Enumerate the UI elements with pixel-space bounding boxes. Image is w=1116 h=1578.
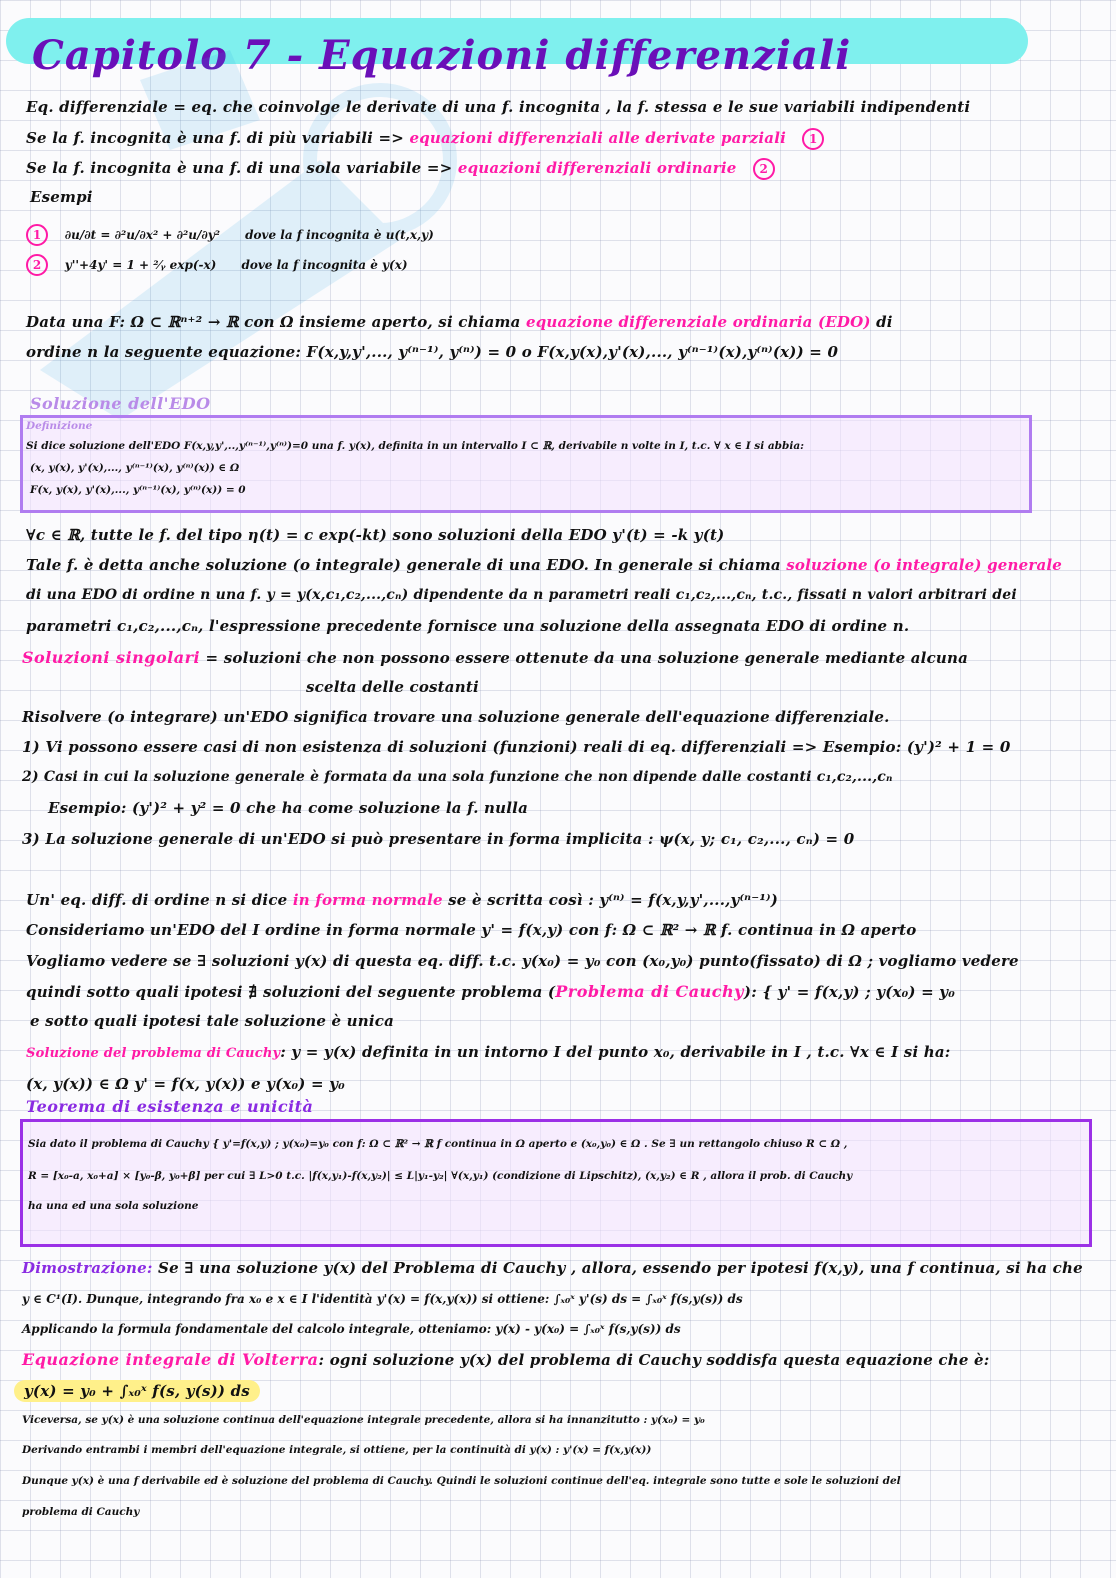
generale-line-2: Tale f. è detta anche soluzione (o integrale) generale di una EDO. In generale si chiama soluzione (o integrale) generale <box>26 556 1063 574</box>
circle-number-1: 1 <box>802 128 824 150</box>
definition-line-1: Si dice soluzione dell'EDO F(x,y,y',..,y⁽ⁿ⁻¹⁾,y⁽ⁿ⁾)=0 una f. y(x), definita in un intervallo I ⊂ ℝ, derivabile n volte in I, t.c. ∀ x ∈ I si abbia: <box>26 440 805 452</box>
intro-line-3: Se la f. incognita è una f. di una sola variabile => equazioni differenziali ordinarie 2 <box>26 158 775 180</box>
volterra-equation: y(x) = y₀ + ∫ₓ₀ˣ f(s, y(s)) ds <box>14 1380 260 1402</box>
normale-line-4: quindi sotto quali ipotesi ∄ soluzioni del seguente problema (Problema di Cauchy): { y' = f(x,y) ; y(x₀) = y₀ <box>26 982 955 1001</box>
volterra-line: Equazione integrale di Volterra: ogni soluzione y(x) del problema di Cauchy soddisfa questa equazione che è: <box>22 1350 990 1369</box>
normale-line-3: Vogliamo vedere se ∃ soluzioni y(x) di questa eq. diff. t.c. y(x₀) = y₀ con (x₀,y₀) punto(fissato) di Ω ; vogliamo vedere <box>26 952 1019 970</box>
theorem-line-2: R = [x₀-a, x₀+a] × [y₀-β, y₀+β] per cui ∃ L>0 t.c. |f(x,y₁)-f(x,y₂)| ≤ L|y₁-y₂| ∀(x,y₁) (condizione di Lipschitz), (x,y₂) ∈ R , allora il prob. di Cauchy <box>28 1170 853 1182</box>
title-banner <box>6 18 1028 79</box>
soluzione-cauchy-conditions: (x, y(x)) ∈ Ω y' = f(x, y(x)) e y(x₀) = y₀ <box>26 1075 345 1093</box>
page-title: Capitolo 7 - Equazioni differenziali <box>32 32 852 79</box>
soluzione-cauchy-line: Soluzione del problema di Cauchy: y = y(x) definita in un intorno I del punto x₀, derivabile in I , t.c. ∀x ∈ I si ha: <box>26 1043 951 1061</box>
normale-line-2: Consideriamo un'EDO del I ordine in forma normale y' = f(x,y) con f: Ω ⊂ ℝ² → ℝ f. continua in Ω aperto <box>26 921 917 939</box>
risolvere-line-1: Risolvere (o integrare) un'EDO significa trovare una soluzione generale dell'equazione differenziale. <box>22 708 890 726</box>
intro-line-1: Eq. differenziale = eq. che coinvolge le derivate di una f. incognita , la f. stessa e le sue variabili indipendenti <box>26 98 971 116</box>
generale-line-4: parametri c₁,c₂,...,cₙ, l'espressione precedente fornisce una soluzione della assegnata EDO di ordine n. <box>26 617 910 635</box>
theorem-line-1: Sia dato il problema di Cauchy { y'=f(x,y) ; y(x₀)=y₀ con f: Ω ⊂ ℝ² → ℝ f continua in Ω aperto e (x₀,y₀) ∈ Ω . Se ∃ un rettangolo chiuso R ⊂ Ω , <box>28 1138 848 1150</box>
generale-line-3: di una EDO di ordine n una f. y = y(x,c₁,c₂,...,cₙ) dipendente da n parametri reali c₁,c₂,...,cₙ, t.c., fissati n valori arbitrari dei <box>26 587 1017 603</box>
example-1: 1 ∂u/∂t = ∂²u/∂x² + ∂²u/∂y² dove la f incognita è u(t,x,y) <box>26 224 434 246</box>
risolvere-point-2b: Esempio: (y')² + y² = 0 che ha come soluzione la f. nulla <box>48 799 528 817</box>
intro-line-2: Se la f. incognita è una f. di più variabili => equazioni differenziali alle derivate parziali 1 <box>26 128 824 150</box>
risolvere-point-1: 1) Vi possono essere casi di non esistenza di soluzioni (funzioni) reali di eq. differenziali => Esempio: (y')² + 1 = 0 <box>22 738 1011 756</box>
normale-line-1: Un' eq. diff. di ordine n si dice in forma normale se è scritta così : y⁽ⁿ⁾ = f(x,y,y',...,y⁽ⁿ⁻¹⁾) <box>26 891 779 909</box>
risolvere-point-2: 2) Casi in cui la soluzione generale è formata da una sola funzione che non dipende dalle costanti c₁,c₂,...,cₙ <box>22 769 893 785</box>
risolvere-point-3: 3) La soluzione generale di un'EDO si può presentare in forma implicita : ψ(x, y; c₁, c₂,..., cₙ) = 0 <box>22 830 855 848</box>
theorem-line-3: ha una ed una sola soluzione <box>28 1200 199 1212</box>
dimostrazione-line-2: y ∈ C¹(I). Dunque, integrando fra x₀ e x ∈ I l'identità y'(x) = f(x,y(x)) si ottiene: ∫ₓ₀ˣ y'(s) ds = ∫ₓ₀ˣ f(s,y(s)) ds <box>22 1292 743 1306</box>
dimostrazione-line-4: Viceversa, se y(x) è una soluzione continua dell'equazione integrale precedente, allora si ha innanzitutto : y(x₀) = y₀ <box>22 1414 705 1426</box>
edo-def-line-1: Data una F: Ω ⊂ ℝⁿ⁺² → ℝ con Ω insieme aperto, si chiama equazione differenziale ordinaria (EDO) di <box>26 313 893 331</box>
dimostrazione-line-7: problema di Cauchy <box>22 1506 140 1518</box>
circle-number-2: 2 <box>753 158 775 180</box>
dimostrazione-line-3: Applicando la formula fondamentale del calcolo integrale, otteniamo: y(x) - y(x₀) = ∫ₓ₀ˣ f(s,y(s)) ds <box>22 1322 681 1336</box>
normale-line-5: e sotto quali ipotesi tale soluzione è unica <box>30 1012 395 1030</box>
edo-def-line-2: ordine n la seguente equazione: F(x,y,y',..., y⁽ⁿ⁻¹⁾, y⁽ⁿ⁾) = 0 o F(x,y(x),y'(x),..., y⁽ⁿ⁻¹⁾(x),y⁽ⁿ⁾(x)) = 0 <box>26 343 839 361</box>
esempi-label: Esempi <box>30 188 93 206</box>
dimostrazione-line-1: Dimostrazione: Se ∃ una soluzione y(x) del Problema di Cauchy , allora, essendo per ipotesi f(x,y), una f continua, si ha che <box>22 1259 1083 1277</box>
dimostrazione-line-6: Dunque y(x) è una f derivabile ed è soluzione del problema di Cauchy. Quindi le soluzioni continue dell'eq. integrale sono tutte e sole le soluzioni del <box>22 1475 901 1487</box>
example-2: 2 y''+4y' = 1 + ²⁄ᵧ exp(-x) dove la f incognita è y(x) <box>26 254 408 276</box>
definition-label: Definizione <box>26 420 93 432</box>
singolari-line: Soluzioni singolari = soluzioni che non possono essere ottenute da una soluzione generale mediante alcuna <box>22 648 969 667</box>
generale-line-1: ∀c ∈ ℝ, tutte le f. del tipo η(t) = c exp(-kt) sono soluzioni della EDO y'(t) = -k y(t) <box>26 526 725 544</box>
definition-line-2: (x, y(x), y'(x),..., y⁽ⁿ⁻¹⁾(x), y⁽ⁿ⁾(x)) ∈ Ω <box>30 462 240 474</box>
definition-line-3: F(x, y(x), y'(x),..., y⁽ⁿ⁻¹⁾(x), y⁽ⁿ⁾(x)) = 0 <box>30 484 246 496</box>
section-header-teorema: Teorema di esistenza e unicità <box>26 1097 314 1116</box>
dimostrazione-line-5: Derivando entrambi i membri dell'equazione integrale, si ottiene, per la continuità di y(x) : y'(x) = f(x,y(x)) <box>22 1444 652 1456</box>
singolari-line-2: scelta delle costanti <box>306 678 479 696</box>
section-header-soluzione: Soluzione dell'EDO <box>30 394 211 413</box>
